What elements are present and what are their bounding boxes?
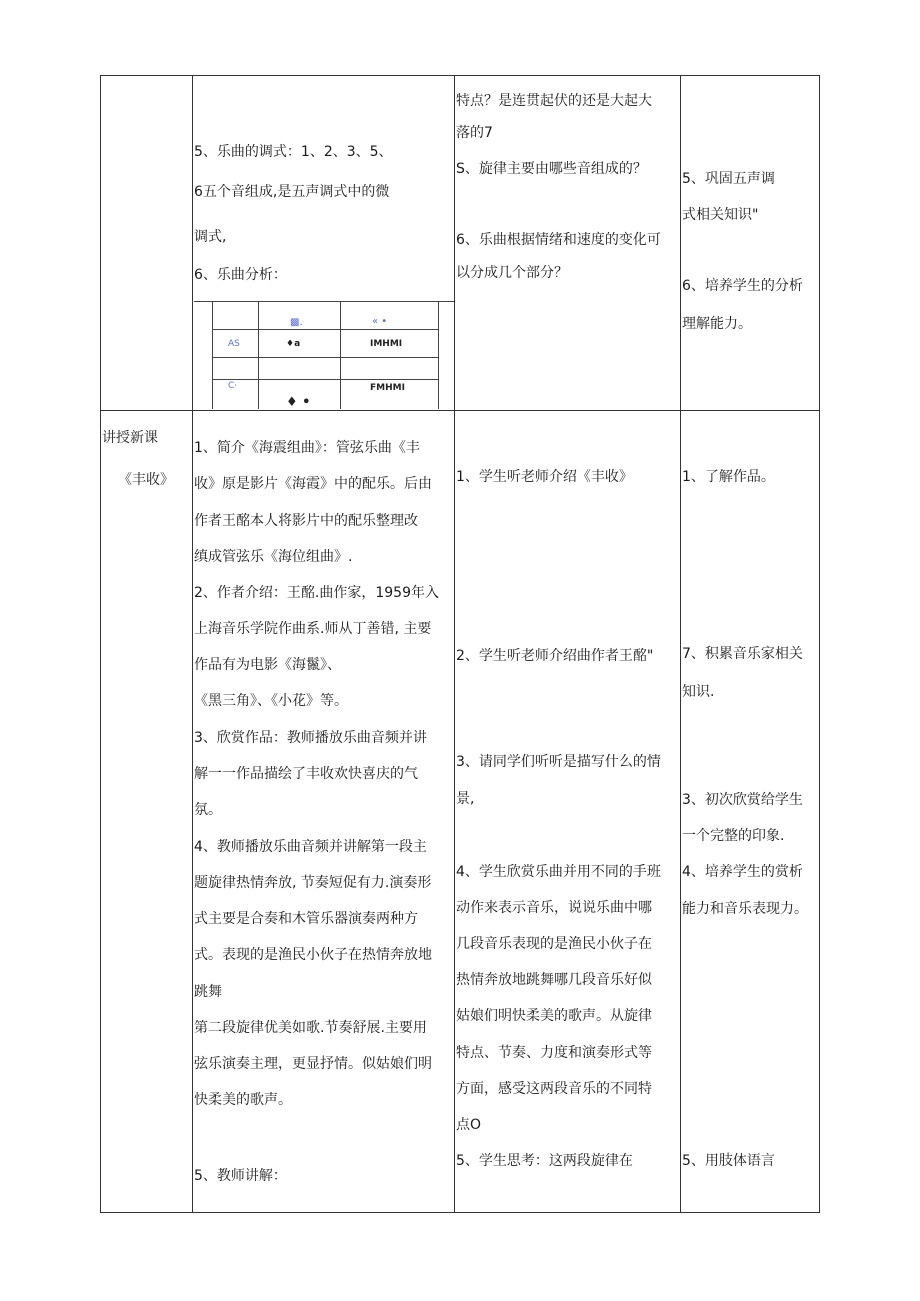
row2-col2-line-19: 快柔美的歌声。: [194, 1092, 292, 1108]
row2-col3-line-4: 景,: [456, 791, 475, 807]
row2-col2-line-15: 式。表现的是渔民小伙子在热情奔放地: [194, 947, 432, 963]
table-border-bottom: [100, 1212, 820, 1213]
row1-col2-line-3: 调式,: [194, 229, 227, 245]
inner-analysis-wrapper: [100, 75, 342, 183]
row1-col3-line-3: S、旋律主要由哪些音组成的？: [456, 161, 647, 177]
table-border-left: [100, 75, 101, 1213]
row2-col3-line-6: 动作来表示音乐，说说乐曲中哪: [456, 900, 652, 916]
table-border-right: [819, 75, 820, 1213]
inner-col-line-2: [258, 301, 259, 409]
row2-col4-line-3: 知识.: [682, 684, 715, 700]
row2-col3-line-8: 热情奔放地跳舞哪几段音乐好似: [456, 972, 652, 988]
row1-col3-line-5: 以分成几个部分？: [456, 265, 568, 281]
row2-col4-line-1: 1、了解作品。: [682, 469, 775, 485]
row2-col2-line-6: 上海音乐学院作曲系.师从丁善错, 主要: [194, 621, 432, 637]
row1-col3-line-1: 特点？是连贯起伏的还是大起大: [456, 93, 652, 109]
column-divider-3: [680, 75, 681, 1213]
row2-col3-line-2: 2、学生听老师介绍曲作者王酩": [456, 648, 654, 664]
row2-col2-line-7: 作品有为电影《海鬣》、: [194, 657, 341, 673]
row2-col4-line-4: 3、初次欣赏给学生: [682, 792, 803, 808]
row2-col2-line-18: 弦乐演奏主理，更显抒情。似姑娘们明: [194, 1056, 432, 1072]
row2-col3-line-13: 5、学生思考：这两段旋律在: [456, 1153, 633, 1169]
row1-col2-line-1: 5、乐曲的调式：1、2、3、5、: [194, 144, 393, 160]
inner-top-border: [194, 301, 454, 302]
row2-col2-line-10: 解一一作品描绘了丰收欢快喜庆的气: [194, 766, 418, 782]
row-divider: [100, 410, 820, 411]
row2-col3-line-10: 特点、节奏、力度和演奏形式等: [456, 1045, 652, 1061]
row1-col4-line-3: 6、培养学生的分析: [682, 278, 803, 294]
inner-r4c2: ♦ •: [286, 395, 311, 410]
row2-col2-line-1: 1、简介《海震组曲》：管弦乐曲《丰: [194, 440, 420, 456]
inner-row-line-2: [212, 357, 438, 358]
inner-r2c3: IMHMI: [370, 339, 403, 349]
row2-col2-line-4: 缜成管弦乐《海位组曲》.: [194, 549, 353, 565]
row2-col4-line-2: 7、积累音乐家相关: [682, 646, 803, 662]
row1-col3-line-4: 6、乐曲根据情绪和速度的变化可: [456, 232, 661, 248]
row2-col2-line-9: 3、欣赏作品：教师播放乐曲音频并讲: [194, 730, 427, 746]
column-divider-1: [192, 75, 193, 1213]
row1-col3-line-2: 落的7: [456, 125, 493, 141]
row2-col2-line-17: 第二段旋律优美如歌.节奏舒展.主要用: [194, 1020, 427, 1036]
column-divider-2: [454, 75, 455, 1213]
row2-col2-line-2: 收》原是影片《海霞》中的配乐。后由: [194, 476, 432, 492]
row2-col4-line-8: 5、用肢体语言: [682, 1153, 775, 1169]
row2-col4-line-6: 4、培养学生的赏析: [682, 864, 803, 880]
music-analysis-table: [194, 301, 454, 409]
lesson-plan-table: [100, 75, 820, 1213]
inner-r1c2: ▩.: [290, 317, 303, 328]
row2-col2-line-12: 4、教师播放乐曲音频并讲解第一段主: [194, 839, 427, 855]
inner-row-line-1: [212, 329, 438, 330]
row2-col2-line-20: 5、教师讲解：: [194, 1168, 287, 1184]
row2-col2-line-16: 跳舞: [194, 984, 222, 1000]
row1-col2-line-2: 6五个音组成,是五声调式中的微: [194, 184, 390, 200]
inner-r2c2: ♦a: [286, 339, 301, 349]
section-title: 讲授新课: [102, 430, 158, 446]
row1-col4-line-1: 5、巩固五声调: [682, 171, 775, 187]
row2-col2-line-8: 《黑三角》、《小花》等。: [194, 693, 348, 709]
row2-col3-line-7: 几段音乐表现的是渔民小伙子在: [456, 936, 652, 952]
row2-col4-line-5: 一个完整的印象.: [682, 828, 785, 844]
row2-col3-line-9: 姑娘们明快柔美的歌声。从旋律: [456, 1008, 652, 1024]
row2-col4-line-7: 能力和音乐表现力。: [682, 901, 808, 917]
inner-col-line-3: [340, 301, 341, 409]
inner-r4c3: FMHMI: [370, 383, 405, 393]
row1-col4-line-2: 式相关知识": [682, 207, 759, 223]
row2-col2-line-14: 式主要是合奏和木管乐器演奏两种方: [194, 911, 418, 927]
row2-col2-line-5: 2、作者介绍：王酩.曲作家，1959年入: [194, 585, 439, 601]
row2-col3-line-1: 1、学生听老师介绍《丰收》: [456, 469, 633, 485]
inner-col-line-1: [212, 301, 213, 409]
inner-r2c1: AS: [228, 339, 240, 349]
row1-col2-line-4: 6、乐曲分析：: [194, 267, 287, 283]
row2-col3-line-11: 方面，感受这两段音乐的不同特: [456, 1081, 652, 1097]
row2-col3-line-12: 点O: [456, 1117, 482, 1133]
row2-col3-line-3: 3、请同学们听听是描写什么的情: [456, 754, 661, 770]
inner-r4c1: C·: [228, 381, 238, 391]
row1-col4-line-4: 理解能力。: [682, 316, 752, 332]
inner-row-line-3: [212, 379, 438, 380]
row2-col3-line-5: 4、学生欣赏乐曲并用不同的手班: [456, 864, 661, 880]
row2-col2-line-11: 氛。: [194, 802, 222, 818]
inner-r1c3: « •: [372, 316, 388, 327]
row2-col2-line-13: 题旋律热情奔放, 节奏短促有力.演奏形: [194, 875, 432, 891]
row2-col2-line-3: 作者王酩本人将影片中的配乐整理改: [194, 513, 418, 529]
inner-col-line-4: [438, 301, 439, 409]
section-subtitle: 《丰收》: [118, 472, 174, 488]
